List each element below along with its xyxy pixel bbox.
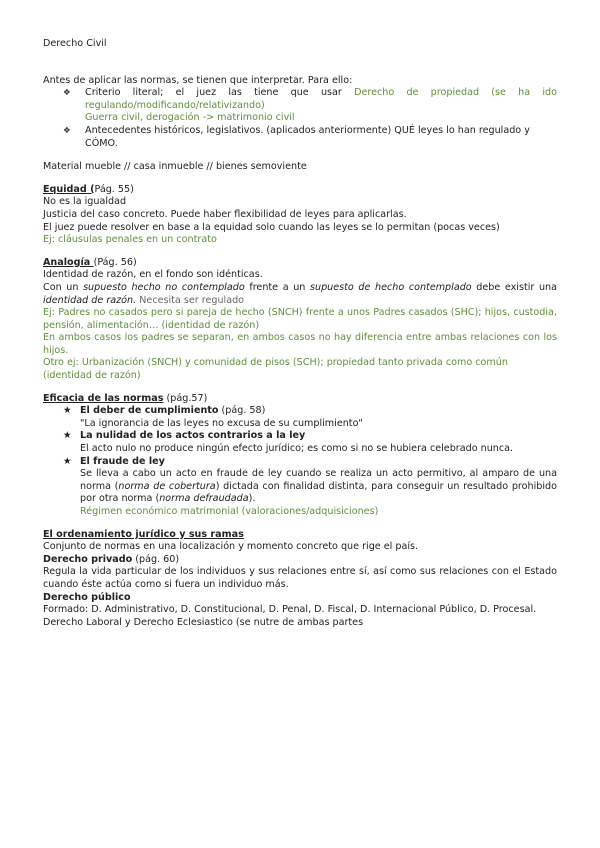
analogia-line-2 bbox=[43, 282, 557, 307]
spacer bbox=[43, 174, 557, 184]
item-page-ref: (pág. 58) bbox=[218, 405, 266, 417]
list-item bbox=[63, 430, 557, 455]
equidad-page-ref: Pág. 55) bbox=[94, 183, 134, 195]
analogia-example-3: Otro ej: Urbanización (SNCH) y comunidad de pisos (SCH); propiedad tanto privada como común (identidad de razón) bbox=[43, 357, 508, 382]
material-line: Material mueble // casa inmueble // bienes semoviente bbox=[43, 161, 307, 173]
list-item bbox=[63, 405, 557, 430]
equidad-line-3: El juez puede resolver en base a la equidad solo cuando las leyes se lo permitan (pocas veces) bbox=[43, 221, 500, 233]
criterio-literal-text: Criterio literal; el juez las tiene que usar bbox=[85, 87, 355, 99]
list-item bbox=[63, 87, 557, 125]
text-run-italic: supuesto de hecho contemplado bbox=[309, 281, 472, 293]
text-run: ). bbox=[248, 493, 256, 505]
publico-text: Formado: D. Administrativo, D. Constitucional, D. Penal, D. Fiscal, D. Internacional Público, D. Procesal. bbox=[43, 604, 537, 616]
analogia-line-1: Identidad de razón, en el fondo son idénticas. bbox=[43, 269, 263, 281]
derecho-propiedad-note: Derecho de propiedad (se ha ido regulando/modificando/relativizando) bbox=[85, 87, 557, 111]
item-title: El deber de cumplimiento bbox=[80, 405, 219, 417]
text-run-italic: supuesto hecho no contemplado bbox=[83, 281, 245, 293]
spacer bbox=[43, 150, 557, 161]
analogia-example-2: En ambos casos los padres se separan, en ambos casos no hay diferencia entre ambas relaciones con los hijos. bbox=[43, 332, 557, 356]
intro-text: Antes de aplicar las normas, se tienen que interpretar. Para ello: bbox=[43, 74, 353, 86]
text-run: debe existir una bbox=[471, 281, 557, 293]
nulidad-text: El acto nulo no produce ningún efecto jurídico; es como si no se hubiera celebrado nunca. bbox=[80, 443, 514, 455]
privado-title: Derecho privado bbox=[43, 553, 133, 565]
equidad-line-1: No es la igualdad bbox=[43, 196, 127, 208]
regimen-note: Régimen económico matrimonial (valoraciones/adquisiciones) bbox=[80, 506, 379, 517]
equidad-heading bbox=[43, 184, 557, 197]
list-item bbox=[63, 456, 557, 519]
text-run-italic: norma de cobertura bbox=[118, 480, 216, 492]
guerra-civil-note: Guerra civil, derogación -> matrimonio civil bbox=[85, 112, 295, 124]
deber-cumplimiento bbox=[80, 405, 557, 418]
bullet-criterio-literal bbox=[85, 87, 557, 112]
nulidad-title: ★ La nulidad de los actos contrarios a la ley bbox=[80, 430, 306, 442]
ordenamiento-line-1: Conjunto de normas en una localización y momento concreto que rige el país. bbox=[43, 541, 419, 553]
text-run-italic: norma defraudada bbox=[159, 493, 249, 505]
fraude-text bbox=[80, 468, 557, 506]
analogia-heading bbox=[43, 257, 557, 270]
text-run-italic: identidad de razón. bbox=[43, 294, 137, 306]
text-run: ) dictada con finalidad distinta, para conseguir un resultado prohibido por otra norma ( bbox=[80, 480, 557, 505]
eficacia-page-ref: (pág.57) bbox=[163, 392, 208, 404]
eficacia-title: Eficacia de las normas bbox=[43, 392, 164, 404]
text-run: Con un bbox=[43, 281, 84, 293]
text-run: Se lleva a cabo un acto en fraude de ley cuando se realiza un acto permitivo, al amparo de una norma ( bbox=[80, 468, 557, 492]
bullet-antecedentes: ❖ Antecedentes históricos, legislativos. (aplicados anteriormente) QUÉ leyes lo han regulado y CÓMO. bbox=[85, 124, 530, 149]
intro-list bbox=[43, 87, 557, 150]
analogia-page-ref: (Pág. 56) bbox=[93, 256, 137, 268]
publico-heading: Derecho público bbox=[43, 591, 131, 603]
analogia-example-1: Ej: Padres no casados pero si pareja de hecho (SNCH) frente a unos Padres casados (SHC); hijos, custodia, pensión, alimentación… (identidad de razón) bbox=[43, 307, 557, 331]
list-item bbox=[63, 125, 557, 150]
text-run-gray: Necesita ser regulado bbox=[136, 294, 245, 306]
spacer bbox=[43, 519, 557, 529]
equidad-line-2: Justicia del caso concreto. Puede haber flexibilidad de leyes para aplicarlas. bbox=[43, 208, 407, 220]
privado-text: Regula la vida particular de los individuos y sus relaciones entre sí, así como sus relaciones con el Estado cuando éste actúa como si fuera un individuo más. bbox=[43, 566, 557, 590]
spacer bbox=[43, 383, 557, 393]
text-run: frente a un bbox=[244, 281, 310, 293]
eficacia-heading bbox=[43, 393, 557, 406]
document-content bbox=[43, 38, 557, 629]
equidad-title: Equidad ( bbox=[43, 183, 95, 195]
privado-page-ref: (pág. 60) bbox=[132, 553, 180, 565]
spacer bbox=[43, 247, 557, 257]
fraude-title: ★ El fraude de ley bbox=[80, 455, 165, 467]
equidad-example: Ej: cláusulas penales en un contrato bbox=[43, 234, 217, 246]
document-title: Derecho Civil bbox=[43, 38, 107, 49]
laboral-line: Derecho Laboral y Derecho Eclesiastico (se nutre de ambas partes bbox=[43, 616, 364, 628]
ordenamiento-heading: El ordenamiento jurídico y sus ramas bbox=[43, 528, 244, 540]
privado-heading bbox=[43, 554, 557, 567]
ignorancia-quote: "La ignorancia de las leyes no excusa de su cumplimiento" bbox=[80, 417, 363, 429]
eficacia-list bbox=[43, 405, 557, 518]
analogia-title: Analogía bbox=[43, 256, 94, 268]
